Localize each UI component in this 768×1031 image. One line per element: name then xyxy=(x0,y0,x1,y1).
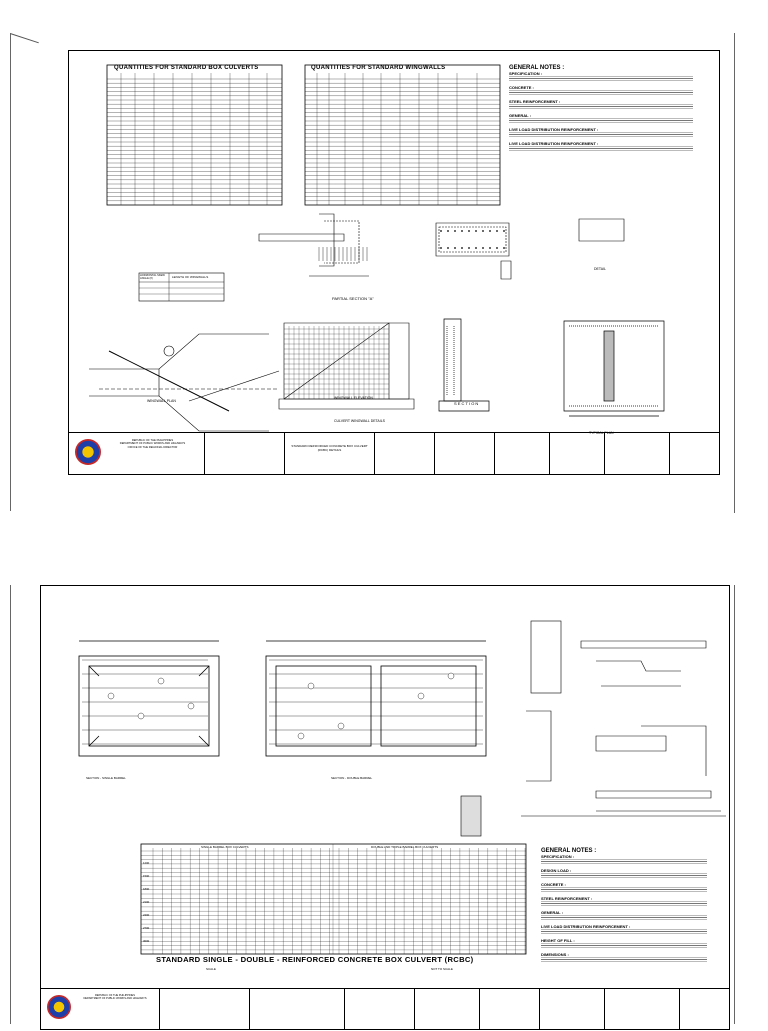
schedule-row-group: 2400 xyxy=(143,913,150,917)
notes2-section-7 xyxy=(541,952,721,963)
notes2-section-5 xyxy=(541,924,721,935)
drawing-sheet-2 xyxy=(40,585,730,1030)
agency-block: REPUBLIC OF THE PHILIPPINES DEPARTMENT OF PUBLIC WORKS AND HIGHWAYS OFFICE OF THE REGIONAL DIRECTOR xyxy=(119,439,186,449)
culvert-table-title: QUANTITIES FOR STANDARD BOX CULVERTS xyxy=(114,65,259,71)
schedule-row-group: 1200 xyxy=(143,861,150,865)
schedule-row-group: 2100 xyxy=(143,900,150,904)
schedule-row-group: 3000 xyxy=(143,939,150,943)
tb-cell-4 xyxy=(434,433,494,475)
notes2-section-4 xyxy=(541,910,721,921)
notes2-section-heading: DIMENSIONS : xyxy=(541,952,569,957)
notes1-section-heading: GENERAL : xyxy=(509,113,531,118)
schedule-row-group: 1800 xyxy=(143,887,150,891)
notes2-section-0 xyxy=(541,854,721,865)
section-label: S E C T I O N xyxy=(454,401,479,406)
tb-cell-1 xyxy=(204,433,284,475)
tb-cell-8 xyxy=(669,433,719,475)
skew-table-h2: LENGTH OF WINGWALLS xyxy=(172,275,209,279)
section-single-label: SECTION - SINGLE BARREL xyxy=(86,776,126,780)
notes2-section-text-lines xyxy=(541,929,707,935)
notes2-section-text-lines xyxy=(541,943,707,949)
notes1-section-heading: LIVE LOAD DISTRIBUTION REINFORCEMENT : xyxy=(509,127,599,132)
notes2-section-heading: CONCRETE : xyxy=(541,882,566,887)
notes2-section-text-lines xyxy=(541,957,707,963)
notes1-section-heading: STEEL REINFORCEMENT : xyxy=(509,99,561,104)
agency-block-2: REPUBLIC OF THE PHILIPPINES DEPARTMENT OF PUBLIC WORKS AND HIGHWAYS xyxy=(83,994,147,1001)
notes2-section-heading: STEEL REINFORCEMENT : xyxy=(541,896,593,901)
scale-left: SCALE xyxy=(206,967,216,971)
tb-cell-5 xyxy=(494,433,549,475)
notes-heading-2: GENERAL NOTES : xyxy=(541,848,597,854)
wingwall-plan-label: WINGWALL PLAN xyxy=(147,399,176,403)
culvert-details-label: CULVERT WINGWALL DETAILS xyxy=(334,419,386,423)
drawing-sheet-1 xyxy=(68,50,720,475)
tb-cell-6 xyxy=(549,433,604,475)
sheet2-main-title: STANDARD SINGLE - DOUBLE - REINFORCED CONCRETE BOX CULVERT (RCBC) xyxy=(156,955,474,964)
title-block-sheet1 xyxy=(69,432,719,475)
notes2-section-text-lines xyxy=(541,859,707,865)
typical-plan-label: TYPICAL PLAN xyxy=(589,431,614,435)
notes1-section-heading: LIVE LOAD DISTRIBUTION REINFORCEMENT : xyxy=(509,141,599,146)
notes2-section-heading: LIVE LOAD DISTRIBUTION REINFORCEMENT : xyxy=(541,924,631,929)
schedule-right-title: DOUBLE AND TRIPLE BARREL BOX CULVERTS xyxy=(371,845,439,849)
wingwall-drawings xyxy=(69,51,721,476)
dpwh-logo-2 xyxy=(47,995,71,1019)
section-double-label: SECTION - DOUBLE BARREL xyxy=(331,776,373,780)
schedule-row-group: 1500 xyxy=(143,874,150,878)
notes1-section-heading: SPECIFICATION : xyxy=(509,71,543,76)
page2-left-edge xyxy=(10,585,11,1024)
notes2-section-3 xyxy=(541,896,721,907)
notes2-section-text-lines xyxy=(541,915,707,921)
page-right-edge xyxy=(734,33,735,513)
notes1-section-heading: CONCRETE : xyxy=(509,85,534,90)
notes2-section-heading: HEIGHT OF FILL : xyxy=(541,938,575,943)
wingwall-table-title: QUANTITIES FOR STANDARD WINGWALLS xyxy=(311,65,446,71)
detail-label: DETAIL xyxy=(594,267,606,271)
notes2-section-1 xyxy=(541,868,721,879)
notes-heading: GENERAL NOTES : xyxy=(509,65,565,71)
page-left-edge xyxy=(10,33,11,511)
tb-cell-2: STANDARD REINFORCED CONCRETE BOX CULVERT (RCBC) DETAILS xyxy=(284,433,374,475)
notes2-section-6 xyxy=(541,938,721,949)
tb-cell-7 xyxy=(604,433,669,475)
dpwh-logo xyxy=(75,439,101,465)
schedule-left-title: SINGLE BARREL BOX CULVERTS xyxy=(201,845,249,849)
page2-right-edge xyxy=(734,585,735,1024)
notes2-section-2 xyxy=(541,882,721,893)
general-notes-sheet2 xyxy=(541,848,721,966)
tb-cell-3 xyxy=(374,433,434,475)
notes2-section-heading: GENERAL : xyxy=(541,910,563,915)
partial-section-label: PARTIAL SECTION "A" xyxy=(332,296,374,301)
notes2-section-text-lines xyxy=(541,901,707,907)
wingwall-elevation-label: WINGWALL ELEVATION xyxy=(334,396,373,400)
schedule-row-group: 2700 xyxy=(143,926,150,930)
notes2-section-heading: DESIGN LOAD : xyxy=(541,868,572,873)
page-corner-mark xyxy=(10,33,39,44)
scale-right: NOT TO SCALE xyxy=(431,967,453,971)
notes2-section-text-lines xyxy=(541,873,707,879)
notes2-section-heading: SPECIFICATION : xyxy=(541,854,575,859)
notes2-section-text-lines xyxy=(541,887,707,893)
skew-table-h1: HORIZONTAL SKEW ANGLE (θ) xyxy=(140,274,165,280)
